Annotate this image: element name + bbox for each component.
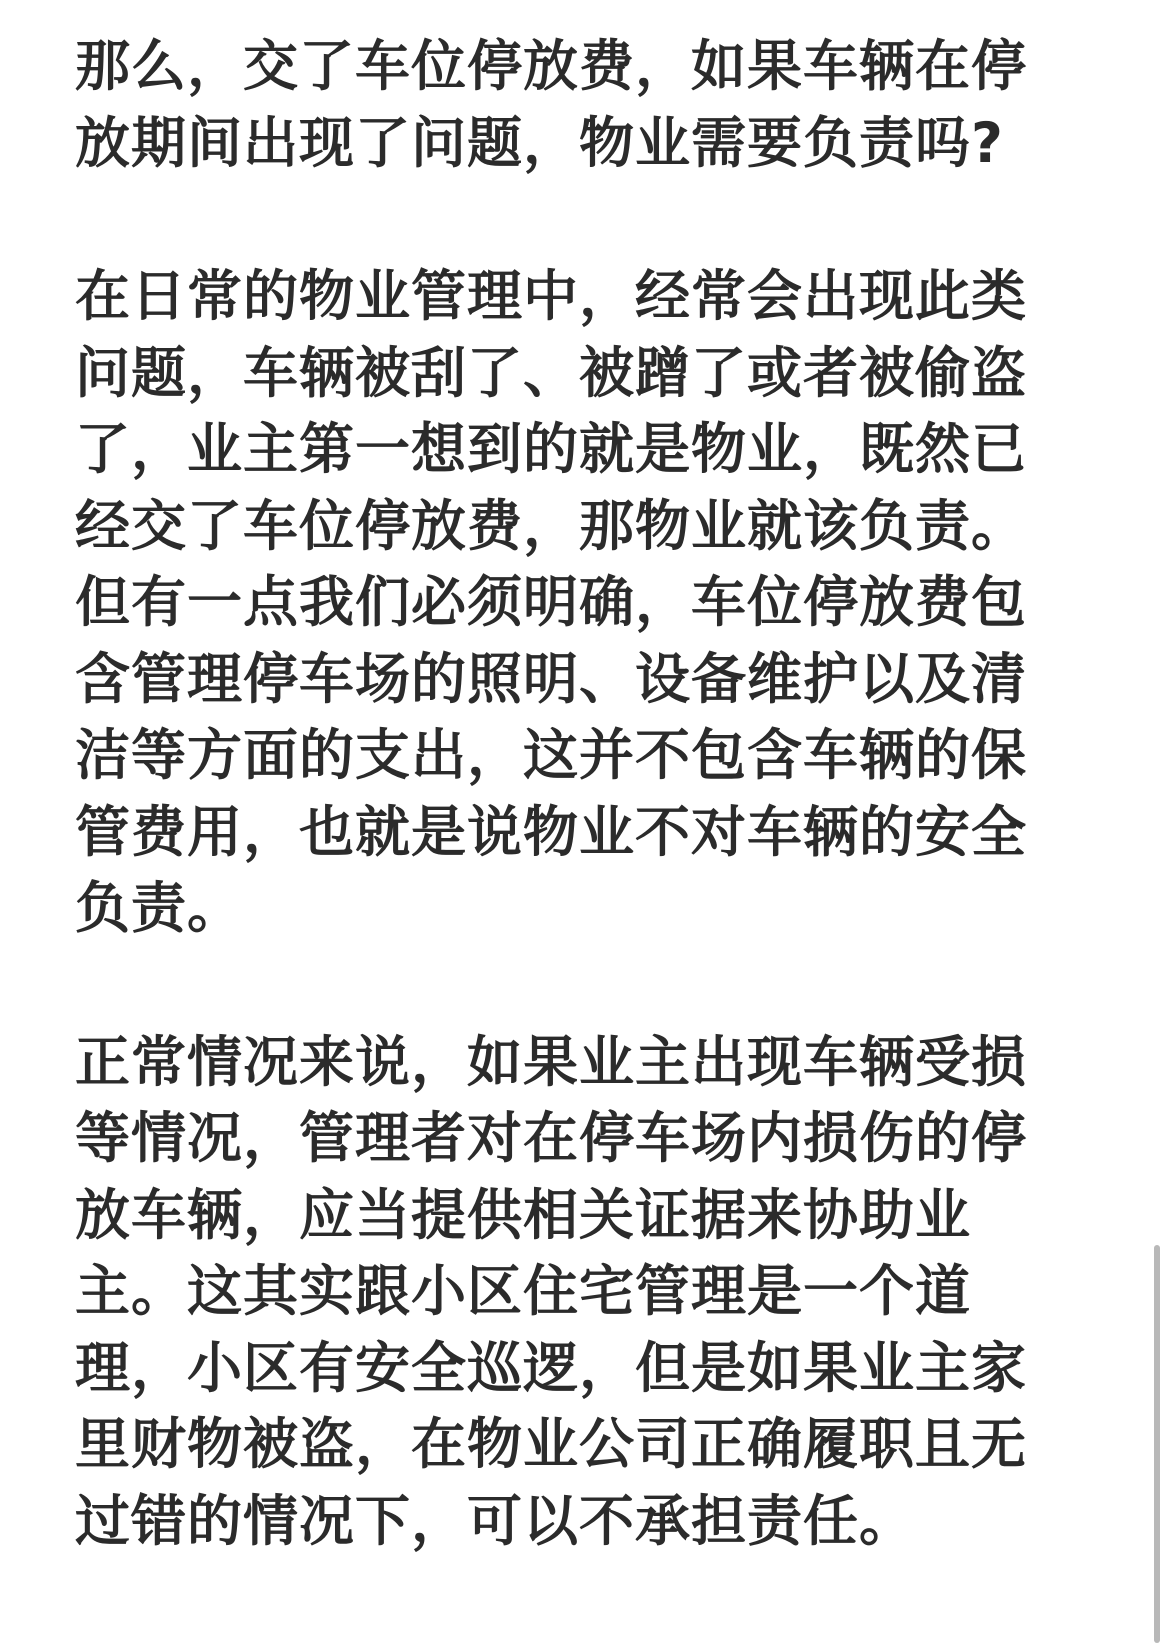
text-line: 正常情况来说，如果业主出现车辆受损 (75, 1029, 1028, 1094)
text-line: 负责。 (75, 876, 244, 940)
text-line: 但有一点我们必须明确，车位停放费包 (75, 570, 1028, 634)
text-line: 里财物被盗，在物业公司正确履职且无 (75, 1412, 1028, 1476)
text-line: 在日常的物业管理中，经常会出现此类 (75, 264, 1028, 328)
text-line: 理，小区有安全巡逻，但是如果业主家 (75, 1335, 1028, 1400)
article-body (75, 28, 1095, 1559)
paragraph-conclusion (75, 1024, 1095, 1560)
text-line: 含管理停车场的照明、设备维护以及清 (75, 646, 1028, 711)
text-line: 放期间出现了问题，物业需要负责吗? (75, 110, 1004, 175)
paragraph-spacer (75, 947, 1095, 1024)
text-line: 问题，车辆被刮了、被蹭了或者被偷盗 (75, 340, 1028, 405)
text-line: 主。这其实跟小区住宅管理是一个道 (75, 1259, 972, 1323)
text-line: 经交了车位停放费，那物业就该负责。 (75, 493, 1028, 558)
paragraph-explanation (75, 258, 1095, 947)
text-line: 过错的情况下，可以不承担责任。 (75, 1488, 916, 1553)
text-line: 放车辆，应当提供相关证据来协助业 (75, 1182, 972, 1247)
text-line: 等情况，管理者对在停车场内损伤的停 (75, 1106, 1028, 1170)
paragraph-spacer (75, 181, 1095, 258)
vertical-scrollbar[interactable] (1154, 1245, 1160, 1643)
text-line: 管费用，也就是说物业不对车辆的安全 (75, 799, 1028, 864)
text-line: 洁等方面的支出，这并不包含车辆的保 (75, 723, 1028, 787)
text-line: 了，业主第一想到的就是物业，既然已 (75, 417, 1028, 481)
text-line: 那么，交了车位停放费，如果车辆在停 (75, 34, 1028, 98)
paragraph-question (75, 28, 1095, 181)
